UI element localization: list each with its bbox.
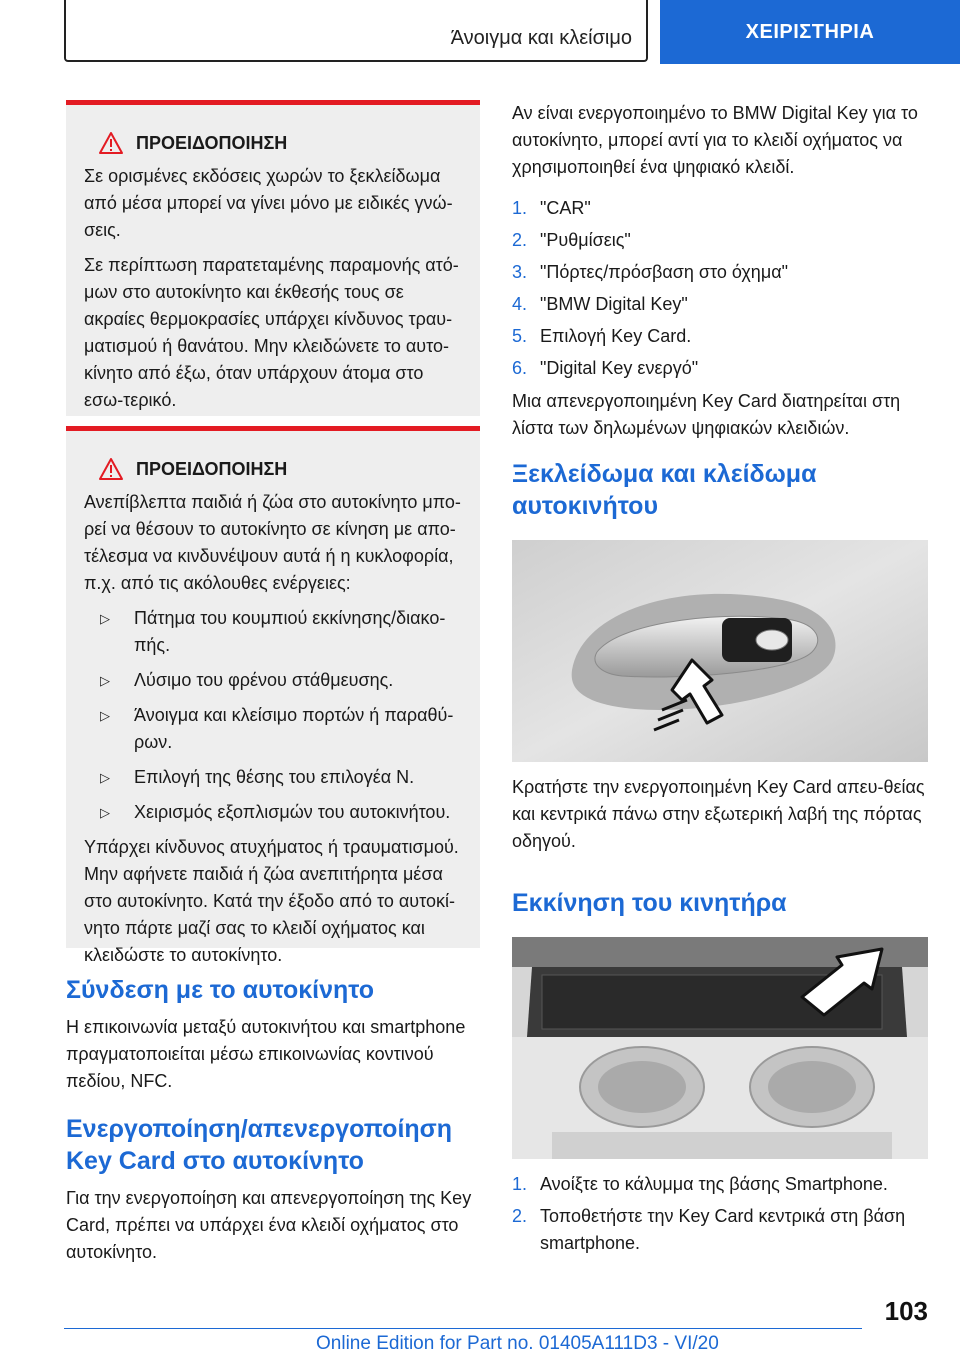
section-heading: Ξεκλείδωμα και κλείδωμα αυτοκινήτου bbox=[512, 460, 817, 520]
step-number: 2. bbox=[512, 1206, 528, 1226]
step-number: 6. bbox=[512, 358, 528, 378]
step-text: "CAR" bbox=[540, 198, 591, 218]
list-item bbox=[512, 323, 928, 350]
warning-box-2 bbox=[66, 426, 480, 965]
list-item: ▷ Επιλογή της θέσης του επιλογέα N. bbox=[84, 764, 462, 791]
header-section-box bbox=[64, 0, 648, 62]
warning-paragraph: Ανεπίβλεπτα παιδιά ή ζώα στο αυτοκίνητο μπο-ρεί να θέσουν το αυτοκίνητο σε κίνηση με απο-τέλεσμα να κινδυνέψουν αυτά ή η κυκλοφορία, π.χ. από τις ακόλουθες ενέργειες: bbox=[84, 492, 461, 593]
chapter-tab[interactable]: ΧΕΙΡΙΣΤΗΡΙΑ bbox=[660, 0, 960, 64]
list-item bbox=[512, 1171, 928, 1198]
warning-paragraph: Σε περίπτωση παρατεταμένης παραμονής ατό-μων στο αυτοκίνητο και έκθεσής τους σε ακραίες θερμοκρασίες υπάρχει κίνδυνος τραυ-ματισμού ή θανάτου. Μην κλειδώνετε το αυτο-κίνητο από έξω, όταν υπάρχουν άτομα στο εσω-τερικό. bbox=[84, 255, 459, 410]
step-number: 1. bbox=[512, 198, 528, 218]
settings-steps bbox=[512, 195, 928, 382]
step-text: "Πόρτες/πρόσβαση στο όχημα" bbox=[540, 262, 788, 282]
right-column bbox=[512, 100, 928, 1263]
page-header bbox=[64, 0, 960, 64]
list-item bbox=[512, 291, 928, 318]
list-item bbox=[512, 195, 928, 222]
warning-title-text: ΠΡΟΕΙΔΟΠΟΙΗΣΗ bbox=[136, 132, 288, 153]
body-paragraph: Μια απενεργοποιημένη Key Card διατηρείται στη λίστα των δηλωμένων ψηφιακών κλειδιών. bbox=[512, 391, 901, 438]
warning-title-text: ΠΡΟΕΙΔΟΠΟΙΗΣΗ bbox=[136, 458, 288, 479]
warning-title bbox=[98, 131, 462, 155]
step-number: 3. bbox=[512, 262, 528, 282]
list-item bbox=[512, 259, 928, 286]
body-paragraph: Αν είναι ενεργοποιημένο το BMW Digital Key για το αυτοκίνητο, μπορεί αντί για το κλειδί οχήματος να χρησιμοποιηθεί ένα ψηφιακό κλειδί. bbox=[512, 103, 918, 177]
warning-paragraph: Σε ορισμένες εκδόσεις χωρών το ξεκλείδωμα από μέσα μπορεί να γίνει μόνο με ειδικές γνώ-σεις. bbox=[84, 166, 453, 240]
step-number: 2. bbox=[512, 230, 528, 250]
step-text: Τοποθετήστε την Key Card κεντρικά στη βάση smartphone. bbox=[540, 1206, 906, 1253]
step-number: 4. bbox=[512, 294, 528, 314]
footer-divider bbox=[64, 1328, 862, 1329]
section-heading: Εκκίνηση του κινητήρα bbox=[512, 889, 787, 917]
page-number: 103 bbox=[884, 1296, 928, 1326]
smartphone-tray-illustration bbox=[512, 937, 928, 1159]
left-column bbox=[66, 100, 480, 1284]
warning-paragraph: Υπάρχει κίνδυνος ατυχήματος ή τραυματισμού. Μην αφήνετε παιδιά ή ζώα ανεπιτήρητα μέσα στο αυτοκίνητο. Κατά την έξοδο από το αυτοκί-νητο πάρτε μαζί σας το κλειδί οχήματος και κλειδώστε το αυτοκίνητο. bbox=[84, 837, 459, 965]
smartphone-tray-figure bbox=[512, 937, 928, 1159]
list-item: ▷ Χειρισμός εξοπλισμών του αυτοκινήτου. bbox=[84, 799, 462, 826]
step-text: Επιλογή Key Card. bbox=[540, 326, 692, 346]
warning-triangle-icon bbox=[98, 131, 124, 155]
step-text: "Digital Key ενεργό" bbox=[540, 358, 699, 378]
list-item: ▷ Λύσιμο του φρένου στάθμευσης. bbox=[84, 667, 462, 694]
list-item: ▷ Άνοιγμα και κλείσιμο πορτών ή παραθύ-ρων. bbox=[84, 702, 462, 756]
door-handle-illustration bbox=[512, 540, 928, 762]
list-item: ▷ Πάτημα του κουμπιού εκκίνησης/διακο-πής. bbox=[84, 605, 462, 659]
list-item bbox=[512, 227, 928, 254]
body-paragraph: Για την ενεργοποίηση και απενεργοποίηση της Key Card, πρέπει να υπάρχει ένα κλειδί οχήματος στο αυτοκίνητο. bbox=[66, 1188, 472, 1262]
body-paragraph: Η επικοινωνία μεταξύ αυτοκινήτου και smartphone πραγματοποιείται μέσω επικοινωνίας κοντινού πεδίου, NFC. bbox=[66, 1017, 466, 1091]
section-heading: Ενεργοποίηση/απενεργοποίηση Key Card στο αυτοκίνητο bbox=[66, 1115, 453, 1175]
step-text: "Ρυθμίσεις" bbox=[540, 230, 631, 250]
step-text: Ανοίξτε το κάλυμμα της βάσης Smartphone. bbox=[540, 1174, 888, 1194]
edition-note: Online Edition for Part no. 01405A111D3 - VI/20 bbox=[316, 1333, 719, 1354]
warning-bullet-list bbox=[84, 605, 462, 826]
section-heading: Σύνδεση με το αυτοκίνητο bbox=[66, 976, 375, 1004]
body-paragraph: Κρατήστε την ενεργοποιημένη Key Card απευ-θείας και κεντρικά πάνω στην εξωτερική λαβή της πόρτας οδηγού. bbox=[512, 777, 925, 851]
start-steps bbox=[512, 1171, 928, 1257]
step-number: 5. bbox=[512, 326, 528, 346]
list-item bbox=[512, 355, 928, 382]
section-title: Άνοιγμα και κλείσιμο bbox=[450, 27, 632, 49]
step-text: "BMW Digital Key" bbox=[540, 294, 688, 314]
list-item bbox=[512, 1203, 928, 1257]
door-handle-figure bbox=[512, 540, 928, 762]
warning-title bbox=[98, 457, 462, 481]
warning-triangle-icon bbox=[98, 457, 124, 481]
warning-box-1 bbox=[66, 100, 480, 416]
step-number: 1. bbox=[512, 1174, 528, 1194]
